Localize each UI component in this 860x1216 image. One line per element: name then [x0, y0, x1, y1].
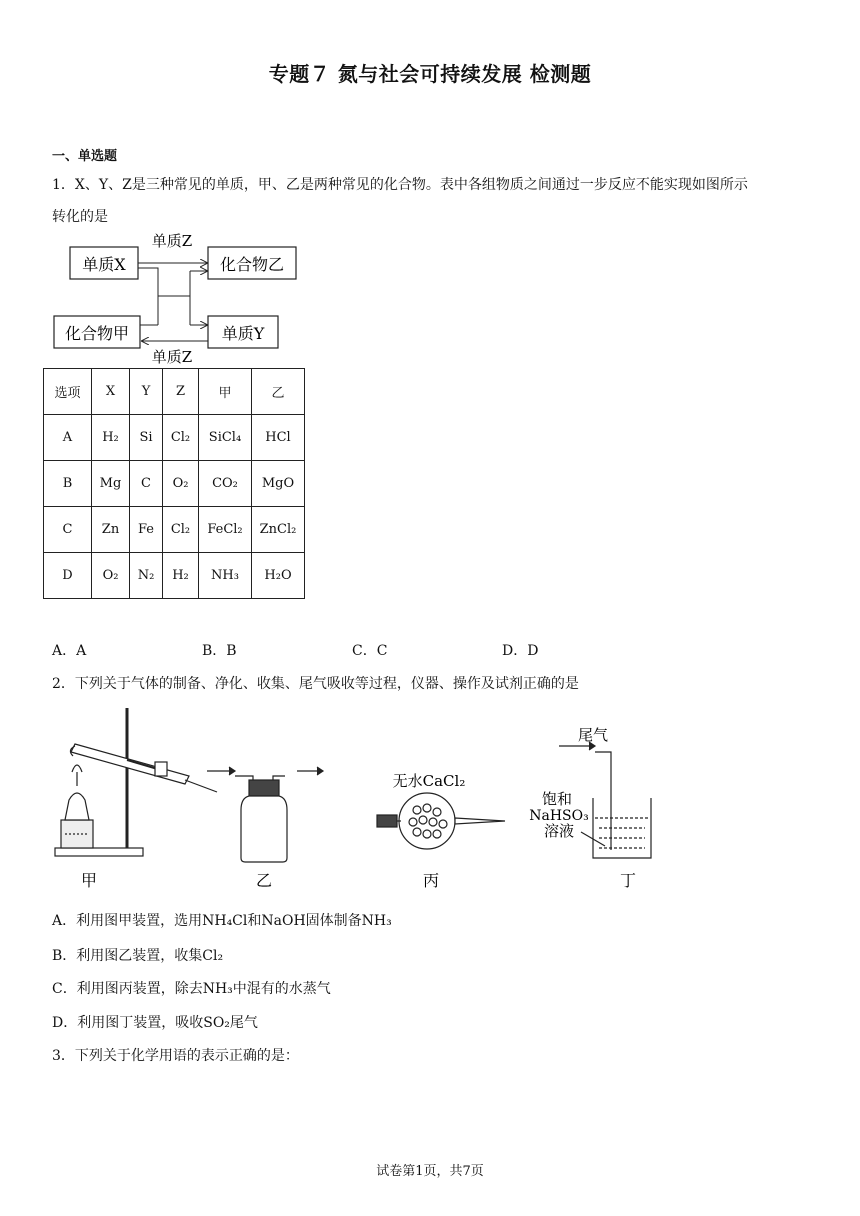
- option-c[interactable]: C．利用图丙装置，除去NH₃中混有的水蒸气: [52, 981, 331, 997]
- table-header: Y: [130, 369, 163, 415]
- question-3-stem: 3．下列关于化学用语的表示正确的是：: [52, 1048, 299, 1064]
- table-cell: A: [44, 415, 92, 461]
- table-cell: SiCl₄: [199, 415, 252, 461]
- table-row: [44, 415, 305, 461]
- table-cell: HCl: [252, 415, 305, 461]
- connector-x-down: [138, 268, 158, 325]
- table-cell: N₂: [130, 553, 163, 599]
- label-element-y: 单质Y: [221, 324, 265, 343]
- option-d[interactable]: D．利用图丁装置，吸收SO₂尾气: [52, 1015, 258, 1031]
- section-heading: 一、单选题: [52, 149, 118, 164]
- table-header: 乙: [252, 369, 305, 415]
- table-cell: CO₂: [199, 461, 252, 507]
- choice-c[interactable]: C．C: [352, 643, 388, 659]
- table-cell: H₂O: [252, 553, 305, 599]
- apparatus-bing: [377, 793, 505, 849]
- table-cell: H₂: [163, 553, 199, 599]
- table-cell: Zn: [92, 507, 130, 553]
- choice-b[interactable]: B．B: [202, 643, 237, 659]
- table-cell: Si: [130, 415, 163, 461]
- label-ding: 丁: [619, 871, 637, 890]
- question-1-stem-cont: 转化的是: [52, 209, 108, 225]
- table-cell: Fe: [130, 507, 163, 553]
- table-cell: NH₃: [199, 553, 252, 599]
- option-a[interactable]: A．利用图甲装置，选用NH₄Cl和NaOH固体制备NH₃: [52, 913, 392, 929]
- label-compound-b: 化合物乙: [219, 255, 285, 274]
- choice-d[interactable]: D．D: [502, 643, 539, 659]
- label-solution: 溶液: [543, 822, 575, 840]
- question-2-stem: 2．下列关于气体的制备、净化、收集、尾气吸收等过程，仪器、操作及试剂正确的是: [52, 676, 579, 692]
- apparatus-ding: [559, 742, 651, 858]
- table-header-row: [44, 369, 305, 415]
- question-1-stem: 1．X、Y、Z是三种常见的单质，甲、乙是两种常见的化合物。表中各组物质之间通过一步反应不能实现如图所示: [52, 177, 748, 193]
- table-row: [44, 553, 305, 599]
- label-arrow-bottom: 单质Z: [151, 348, 193, 366]
- conversion-diagram: [50, 228, 310, 368]
- apparatus-figure: [45, 700, 685, 895]
- label-jia: 甲: [80, 871, 98, 890]
- page-footer: 试卷第1页，共7页: [376, 1164, 484, 1179]
- table-cell: B: [44, 461, 92, 507]
- table-cell: MgO: [252, 461, 305, 507]
- label-nahso3: NaHSO₃: [529, 808, 589, 824]
- label-arrow-top: 单质Z: [151, 232, 193, 250]
- table-row: [44, 461, 305, 507]
- options-table: [43, 368, 305, 599]
- label-cacl2: 无水CaCl₂: [392, 772, 466, 790]
- apparatus-yi: [207, 767, 323, 862]
- table-cell: ZnCl₂: [252, 507, 305, 553]
- table-cell: FeCl₂: [199, 507, 252, 553]
- label-compound-a: 化合物甲: [64, 324, 130, 343]
- table-header: 甲: [199, 369, 252, 415]
- table-cell: H₂: [92, 415, 130, 461]
- choice-a[interactable]: A．A: [52, 643, 87, 659]
- table-cell: O₂: [92, 553, 130, 599]
- table-cell: C: [130, 461, 163, 507]
- label-tail-gas: 尾气: [577, 726, 609, 744]
- label-saturated: 饱和: [541, 790, 573, 808]
- table-cell: O₂: [163, 461, 199, 507]
- label-element-x: 单质X: [82, 255, 126, 274]
- table-cell: C: [44, 507, 92, 553]
- table-cell: Cl₂: [163, 415, 199, 461]
- label-bing: 丙: [422, 871, 440, 890]
- label-yi: 乙: [255, 871, 273, 890]
- table-header: 选项: [44, 369, 92, 415]
- table-cell: D: [44, 553, 92, 599]
- option-b[interactable]: B．利用图乙装置，收集Cl₂: [52, 948, 224, 964]
- table-cell: Cl₂: [163, 507, 199, 553]
- table-header: X: [92, 369, 130, 415]
- table-row: [44, 507, 305, 553]
- table-header: Z: [163, 369, 199, 415]
- apparatus-jia: [55, 708, 217, 856]
- table-cell: Mg: [92, 461, 130, 507]
- page-title: 专题７ 氮与社会可持续发展 检测题: [268, 62, 592, 86]
